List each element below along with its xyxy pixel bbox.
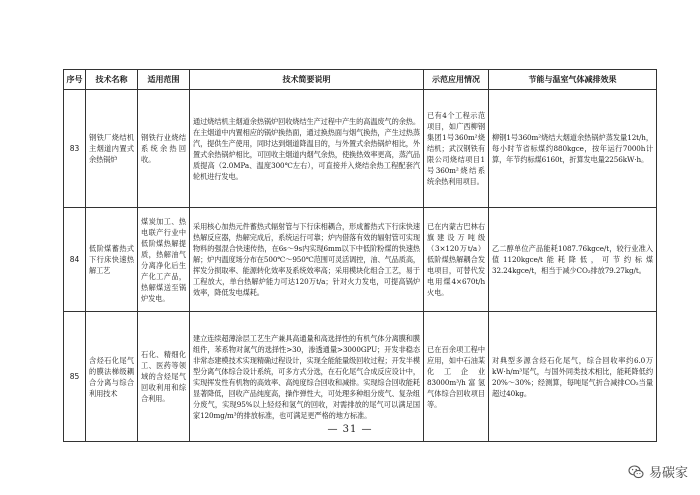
header-demo: 示范应用情况 [424,70,489,90]
tech-name: 含烃石化尾气的膜法梯级耦合分离与综合利用技术 [86,312,138,442]
tech-description: 通过烧结机主烟道余热锅炉回收烧结生产过程中产生的高温废气的余热。在主烟道中内置相应的锅炉换热面，通过换热面与烟气换热，产生过热蒸汽，提供生产使用，同时达到烟道降温目的，与外置式余热锅炉相比，外置式余热锅炉相比，可回收主烟道内烟气余热，使换热效率更高，蒸汽品质提高（2.0MPa、温度300℃左右），可直接并入烧结余热工程配套汽轮机进行发电。 [190,90,424,208]
tech-description: 建立连续超薄涂层工艺生产兼具高通量和高选择性的有机气体分离膜和膜组件，苯系物对氮气的选择性>30，渗透通量>3000GPU；开发非稳态非常态建模技术实现精确过程设计，实现全能能量级回收过程；开发半模型分离气体综合设计系统，可多方式分选，在石化尾气合成反应设计中，实现挥发性有机物的高效率、高纯度综合回收和减排。实现综合回收能耗显著降低，回收产品纯度高，操作弹性大，可处理多种组分废气、复杂组分废气，实现95%以上轻烃和氢气的回收，对需排放的尾气可以满足国家120mg/m³的排放标准，也可满足更严格的地方标准。 [190,312,424,442]
header-serial: 序号 [64,70,86,90]
watermark-text: 易碳家 [648,466,688,481]
tech-name: 低阶煤蓄热式下行床快速热解工艺 [86,208,138,312]
row-number: 83 [64,90,86,208]
table-row [64,208,657,312]
demo-application: 已在内蒙古巴林右旗建设万吨级（3×120万t/a）低阶煤热解耦合发电项目，可替代发电用煤4×670t/h火电。 [424,208,489,312]
energy-saving-effect: 柳钢1号360m²烧结大烟道余热锅炉蒸发量12t/h，每小时节省标煤约880kgce，按年运行7000h计算，年节约标煤6160t，折算发电量2256kW·h。 [489,90,657,208]
tech-description: 采用核心加热元件蓄热式辐射管与下行床相耦合，形成蓄热式下行床快速热解反应器，热解完成后，系统运行可靠；炉内借落有效的辐射管可实现物料的强混合快速传热，在6s～9s内实现6mm以下中低阶粉煤的快速热解；炉内温度场分布在500℃～950℃范围可灵活调控，油、气品质高，挥发分损取率、能源转化效率及系统效率高；采用模块化组合工艺，易于工程放大，单台热解炉能力可达120万t/a；针对火力发电，可提高锅炉效率，降低发电煤耗。 [190,208,424,312]
demo-application: 已有4个工程示范项目，如广西柳钢集团1号360m²烧结机；武汉钢铁有限公司烧结项目1号360m²烧结系统余热利用项目。 [424,90,489,208]
tech-name: 钢铁厂烧结机主烟道内置式余热锅炉 [86,90,138,208]
page-number: — 31 — [327,424,373,435]
table-header-row [64,70,657,90]
header-effect: 节能与温室气体减排效果 [489,70,657,90]
header-description: 技术简要说明 [190,70,424,90]
wechat-icon [628,464,644,480]
demo-application: 已在百余项工程中应用，如中石油某化工企业83000m³/h富氢气体综合回收项目等。 [424,312,489,442]
application-scope: 石化、精细化工、医药等领域的含烃尾气回收利用和综合利用。 [138,312,190,442]
technology-table [63,69,657,442]
row-number: 84 [64,208,86,312]
table-row [64,312,657,442]
energy-saving-effect: 对典型多源含烃石化尾气，综合回收率约6.0万kW·h/m³尾气，与国外同类技术相比，能耗降低约20%～30%；经测算，每吨尾气折合减排CO₂当量超过40kg。 [489,312,657,442]
table-row [64,90,657,208]
row-number: 85 [64,312,86,442]
header-scope: 适用范围 [138,70,190,90]
header-tech-name: 技术名称 [86,70,138,90]
application-scope: 煤炭加工、热电联产行业中低阶煤热解提质，热解油气分离净化后生产化工产品，热解煤送至锅炉发电。 [138,208,190,312]
energy-saving-effect: 乙二醇单位产品能耗1087.76kgce/t，较行业准入值1120kgce/t能耗降低，可节约标煤32.24kgce/t，相当于减少CO₂排放79.27kg/t。 [489,208,657,312]
application-scope: 钢铁行业烧结系统余热回收。 [138,90,190,208]
watermark [628,462,688,481]
